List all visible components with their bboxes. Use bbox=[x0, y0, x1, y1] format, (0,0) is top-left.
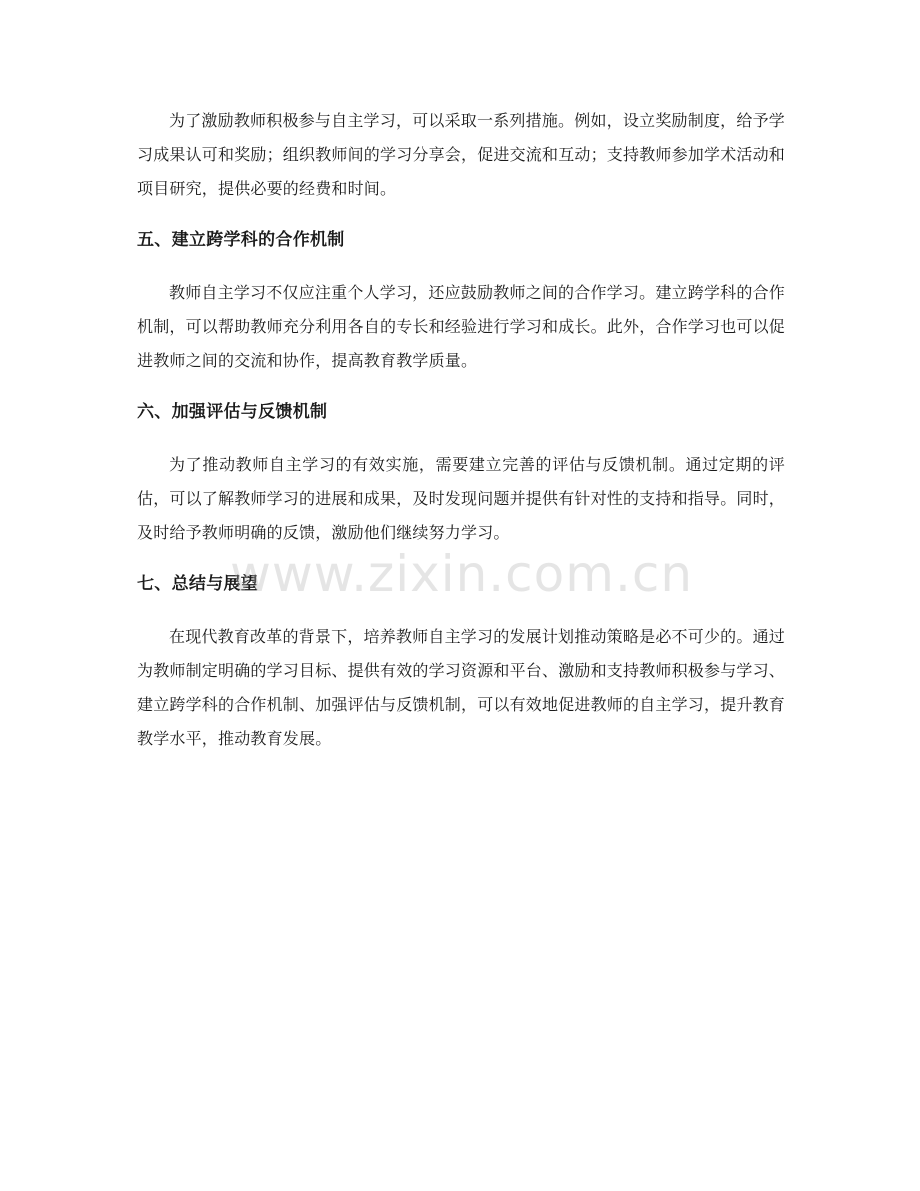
section-heading-7: 七、总结与展望 bbox=[137, 574, 259, 594]
paragraph-incentives: 为了激励教师积极参与自主学习，可以采取一系列措施。例如，设立奖励制度，给予学习成果认可和奖励；组织教师间的学习分享会，促进交流和互动；支持教师参加学术活动和项目研究，提供必要的经费和时间。 bbox=[137, 111, 786, 198]
paragraph-evaluation: 为了推动教师自主学习的有效实施，需要建立完善的评估与反馈机制。通过定期的评估，可以了解教师学习的进展和成果，及时发现问题并提供有针对性的支持和指导。同时，及时给予教师明确的反馈，激励他们继续努力学习。 bbox=[137, 455, 786, 542]
section-heading-5: 五、建立跨学科的合作机制 bbox=[137, 230, 345, 250]
paragraph-summary: 在现代教育改革的背景下，培养教师自主学习的发展计划推动策略是必不可少的。通过为教师制定明确的学习目标、提供有效的学习资源和平台、激励和支持教师积极参与学习、建立跨学科的合作机制、加强评估与反馈机制，可以有效地促进教师的自主学习，提升教育教学水平，推动教育发展。 bbox=[137, 627, 786, 748]
watermark: www.zixin.com.cn bbox=[230, 545, 694, 603]
section-heading-6: 六、加强评估与反馈机制 bbox=[137, 402, 328, 422]
paragraph-collaboration: 教师自主学习不仅应注重个人学习，还应鼓励教师之间的合作学习。建立跨学科的合作机制，可以帮助教师充分利用各自的专长和经验进行学习和成长。此外，合作学习也可以促进教师之间的交流和协作，提高教育教学质量。 bbox=[137, 283, 786, 370]
document-body bbox=[137, 104, 785, 776]
